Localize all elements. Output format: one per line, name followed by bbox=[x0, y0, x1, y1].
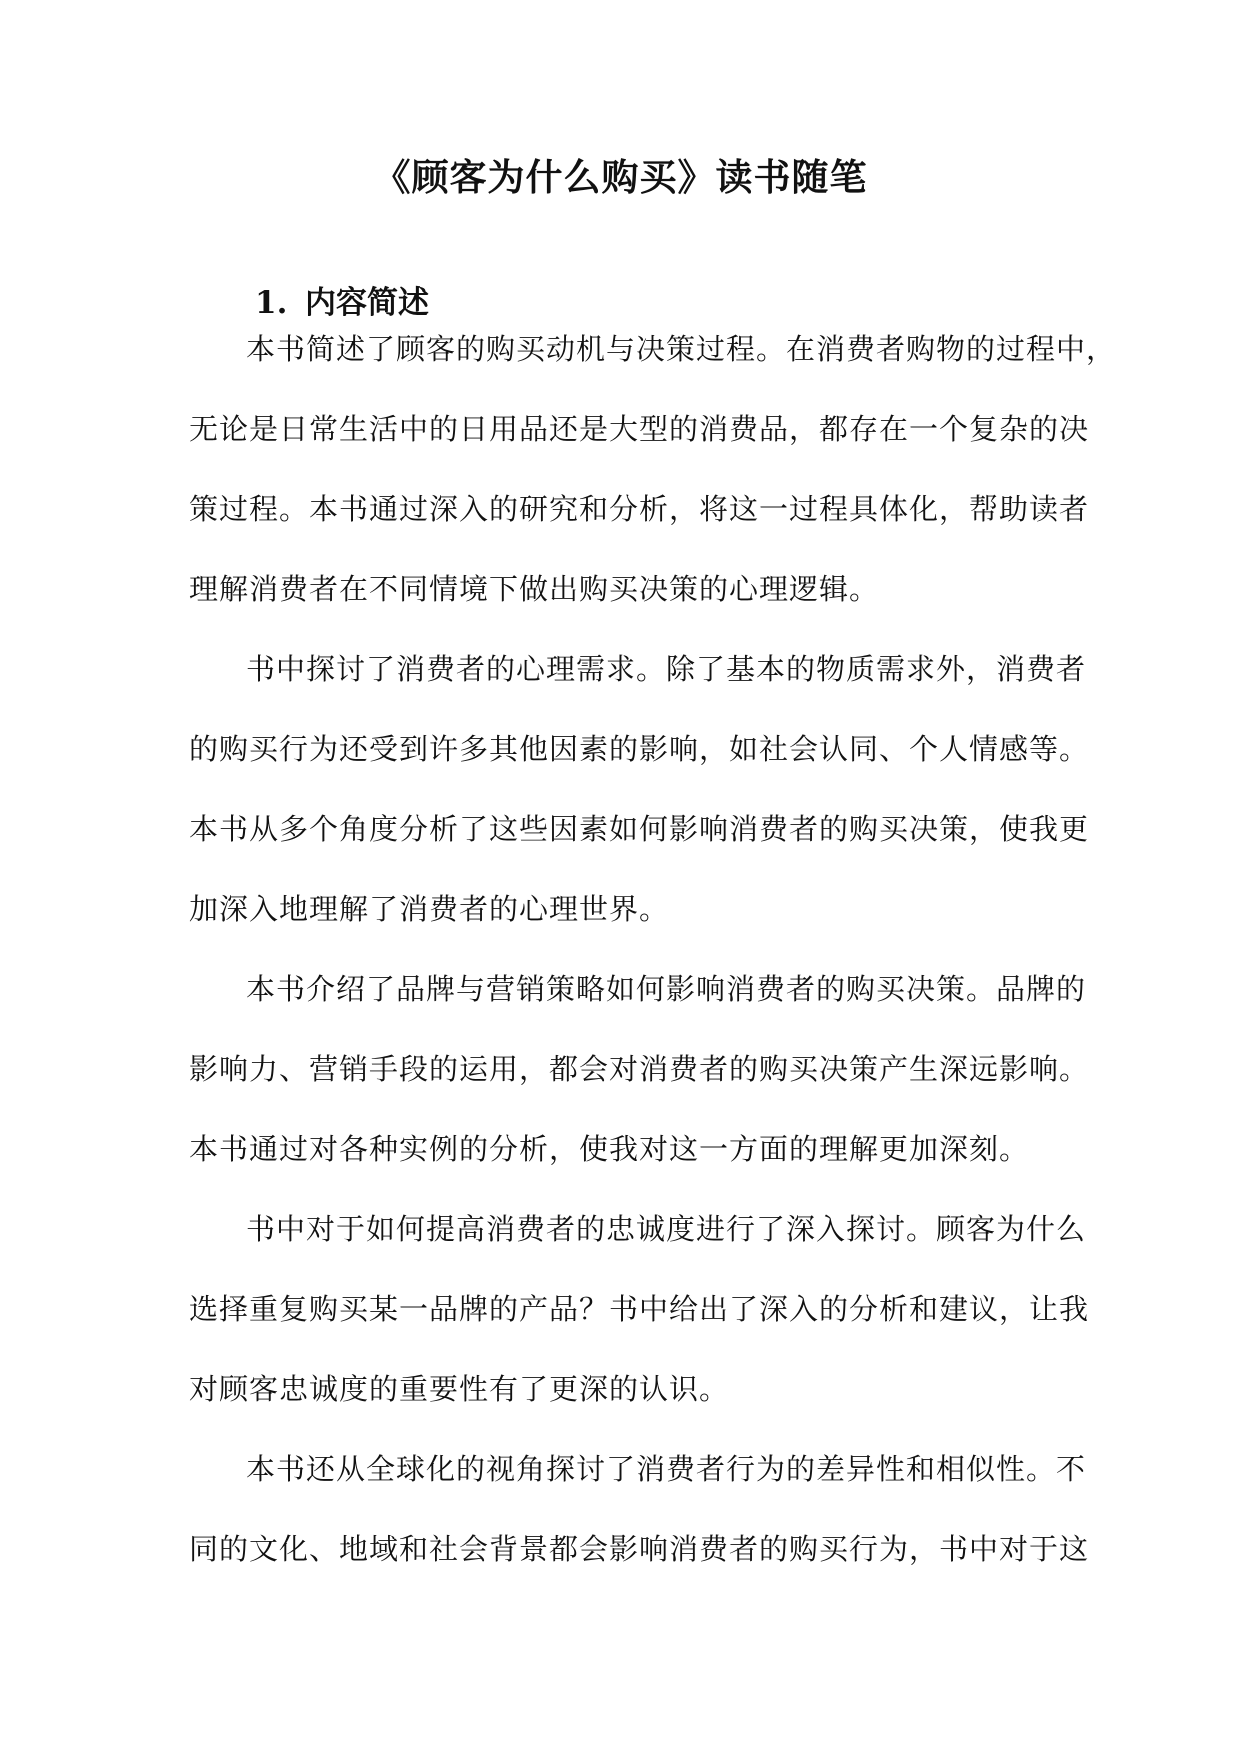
paragraph-line: 无论是日常生活中的日用品还是大型的消费品，都存在一个复杂的决 bbox=[189, 412, 1090, 446]
paragraph-line: 本书还从全球化的视角探讨了消费者行为的差异性和相似性。不 bbox=[246, 1452, 1087, 1486]
section-heading bbox=[255, 282, 429, 324]
paragraph-line: 理解消费者在不同情境下做出购买决策的心理逻辑。 bbox=[189, 572, 880, 606]
section-number: 1. bbox=[255, 285, 288, 321]
paragraph-line: 本书介绍了品牌与营销策略如何影响消费者的购买决策。品牌的 bbox=[246, 972, 1087, 1006]
paragraph-line: 书中对于如何提高消费者的忠诚度进行了深入探讨。顾客为什么 bbox=[246, 1212, 1087, 1246]
paragraph-line: 对顾客忠诚度的重要性有了更深的认识。 bbox=[189, 1372, 730, 1406]
paragraph-line: 本书从多个角度分析了这些因素如何影响消费者的购买决策，使我更 bbox=[189, 812, 1090, 846]
paragraph-line: 本书通过对各种实例的分析，使我对这一方面的理解更加深刻。 bbox=[189, 1132, 1030, 1166]
section-heading-text: 内容简述 bbox=[305, 285, 429, 321]
paragraph-line: 的购买行为还受到许多其他因素的影响，如社会认同、个人情感等。 bbox=[189, 732, 1090, 766]
paragraph-line: 同的文化、地域和社会背景都会影响消费者的购买行为，书中对于这 bbox=[189, 1532, 1090, 1566]
paragraph-line: 影响力、营销手段的运用，都会对消费者的购买决策产生深远影响。 bbox=[189, 1052, 1090, 1086]
paragraph-line: 本书简述了顾客的购买动机与决策过程。在消费者购物的过程中， bbox=[246, 332, 1117, 366]
document-title: 《顾客为什么购买》读书随笔 bbox=[373, 155, 868, 199]
paragraph-line: 策过程。本书通过深入的研究和分析，将这一过程具体化，帮助读者 bbox=[189, 492, 1090, 526]
paragraph-line: 加深入地理解了消费者的心理世界。 bbox=[189, 892, 670, 926]
paragraph-line: 选择重复购买某一品牌的产品？书中给出了深入的分析和建议，让我 bbox=[189, 1292, 1090, 1326]
paragraph-line: 书中探讨了消费者的心理需求。除了基本的物质需求外，消费者 bbox=[246, 652, 1087, 686]
